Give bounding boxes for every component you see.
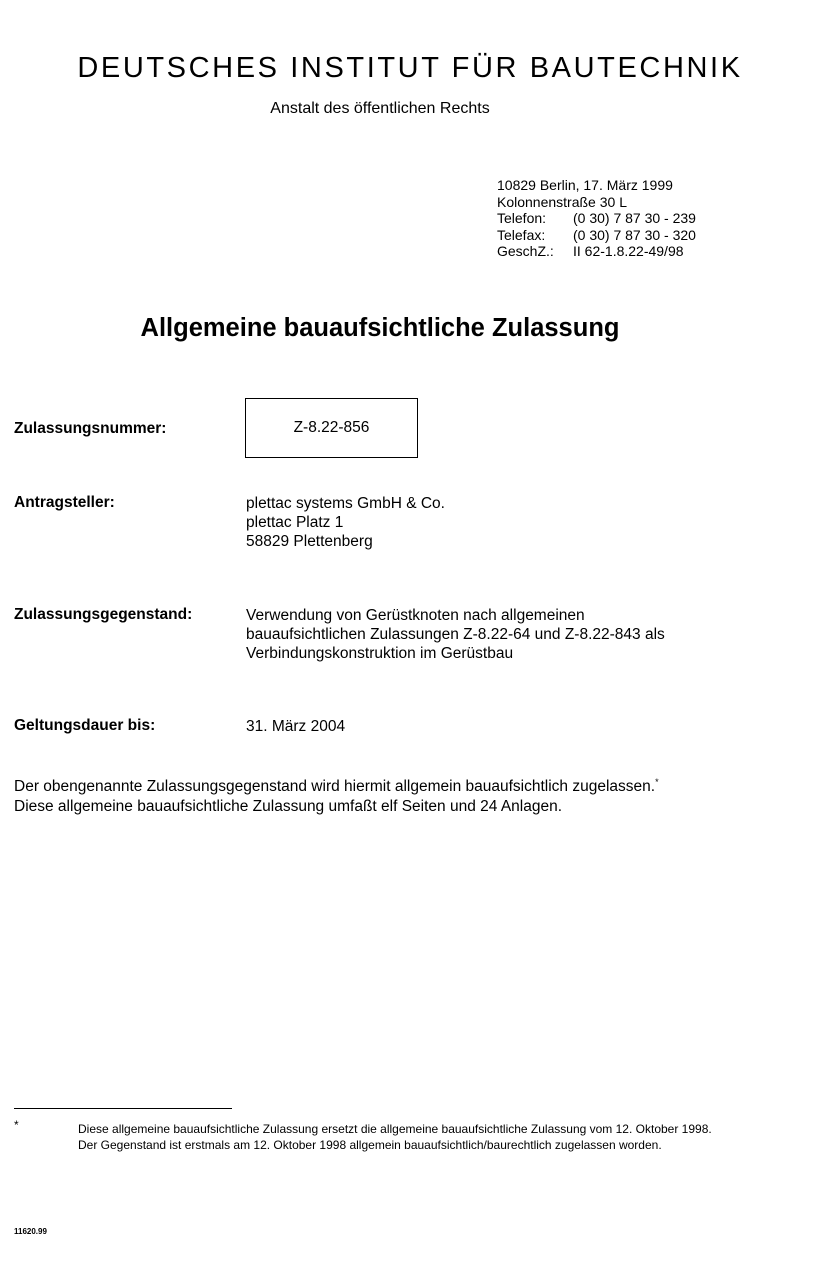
phone-label: Telefon: <box>497 210 547 226</box>
approval-number-box <box>245 398 418 458</box>
fax-label: Telefax: <box>497 226 546 243</box>
institute-subtitle: Anstalt des öffentlichen Rechts <box>270 100 490 117</box>
footnote-paragraph: Der Gegenstand ist erstmals am 12. Oktober 1998 allgemein bauaufsichtlich/baurechtlich zugelassen worden. <box>78 1137 662 1152</box>
phone-row <box>497 210 696 227</box>
phone-number: (0 30) 7 87 30 - 239 <box>573 210 696 226</box>
reference-number: II 62-1.8.22-49/98 <box>573 243 684 259</box>
subject-line: Verwendung von Gerüstknoten nach allgemeinen <box>246 607 585 624</box>
fax-row <box>497 227 696 244</box>
validity-label: Geltungsdauer bis: <box>14 717 156 734</box>
validity-date: 31. März 2004 <box>246 718 346 735</box>
document-title: Allgemeine bauaufsichtliche Zulassung <box>140 314 620 342</box>
approval-statement <box>14 772 659 817</box>
applicant-line: 58829 Plettenberg <box>246 533 373 550</box>
footnote-paragraph: Diese allgemeine bauaufsichtliche Zulassung ersetzt die allgemeine bauaufsichtliche Zulassung vom 12. Oktober 1998. <box>78 1122 712 1136</box>
subject-text <box>246 606 665 663</box>
subject-line: bauaufsichtlichen Zulassungen Z-8.22-64 und Z-8.22-843 als <box>246 626 665 643</box>
city-date: 10829 Berlin, 17. März 1999 <box>497 177 673 193</box>
approval-number-label: Zulassungsnummer: <box>14 420 167 437</box>
address-block <box>497 177 696 260</box>
applicant-address <box>246 494 445 551</box>
statement-line-1 <box>14 772 659 797</box>
applicant-line: plettac Platz 1 <box>246 514 344 531</box>
statement-text: Der obengenannte Zulassungsgegenstand wird hiermit allgemein bauaufsichtlich zugelassen. <box>14 778 656 796</box>
footnote-divider <box>14 1108 232 1109</box>
approval-number: Z-8.22-856 <box>293 419 370 436</box>
footnote-marker: * <box>655 777 659 787</box>
statement-line-2: Diese allgemeine bauaufsichtliche Zulassung umfaßt elf Seiten und 24 Anlagen. <box>14 798 563 816</box>
applicant-label: Antragsteller: <box>14 494 115 511</box>
subject-label: Zulassungsgegenstand: <box>14 606 193 623</box>
applicant-line: plettac systems GmbH & Co. <box>246 495 445 512</box>
reference-label: GeschZ.: <box>497 243 554 259</box>
fax-number: (0 30) 7 87 30 - 320 <box>573 226 696 243</box>
footnote <box>78 1122 743 1153</box>
footnote-star: * <box>14 1118 19 1132</box>
reference-row <box>497 243 696 260</box>
page-code: 11620.99 <box>14 1227 47 1236</box>
institute-name: DEUTSCHES INSTITUT FÜR BAUTECHNIK <box>77 52 743 84</box>
subject-line: Verbindungskonstruktion im Gerüstbau <box>246 645 514 662</box>
street: Kolonnenstraße 30 L <box>497 193 627 210</box>
